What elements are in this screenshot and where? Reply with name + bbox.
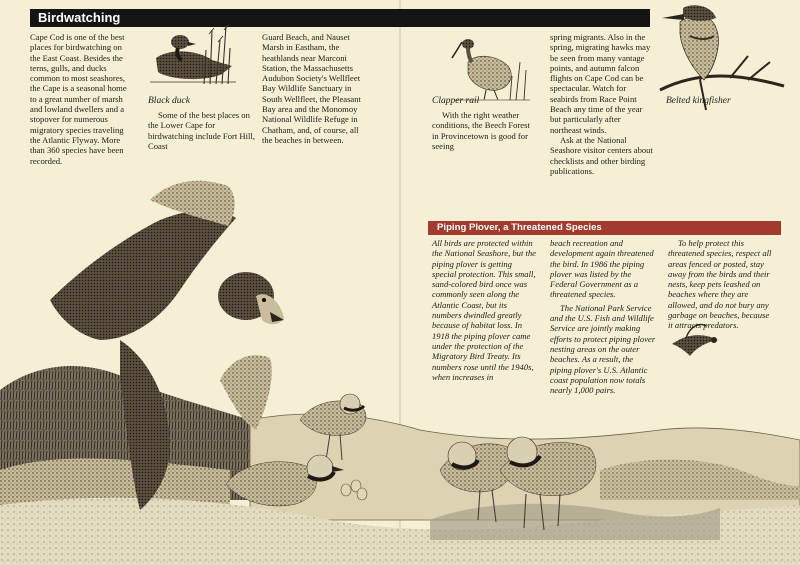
plover-column-3: To help protect this threatened species, respect all areas fenced or posted, stay away from the birds and their nests, keep pets leashed on beaches where they are allowed, and do not bury any garbage on beaches, because it attracts predators. bbox=[668, 238, 772, 331]
intro-column-5 bbox=[550, 32, 654, 176]
caption-clapper-rail: Clapper rail bbox=[432, 96, 480, 106]
caption-belted-kingfisher: Belted kingfisher bbox=[666, 96, 731, 106]
intro-column-5-para-1: spring migrants. Also in the spring, migrating hawks may be seen from many vantage points, and autumn falcon flights on Cape Cod can be spectacular. Watch for seabirds from Race Point Beach any time of the year but particularly after northeast winds. bbox=[550, 32, 651, 135]
black-duck-illustration bbox=[150, 24, 236, 84]
caption-black-duck: Black duck bbox=[148, 96, 190, 106]
plover-column-2-para-2: The National Park Service and the U.S. Fish and Wildlife Service are jointly making efforts to protect piping plover nesting areas on the outer beaches. As a result, the piping plover's U.S. Atlantic coast population now totals nearly 1,000 pairs. bbox=[550, 302, 656, 396]
section-title: Birdwatching bbox=[38, 10, 121, 25]
clapper-rail-illustration bbox=[452, 39, 530, 100]
intro-column-5-para-2: Ask at the National Seashore visitor centers about checklists and other birding publications. bbox=[550, 134, 653, 176]
intro-column-2: Some of the best places on the Lower Cape for birdwatching include Fort Hill, Coast bbox=[148, 110, 255, 151]
plover-column-2-para-1: beach recreation and development again threatened the bird. In 1986 the piping plover was listed by the Federal Government as a threatened species. bbox=[550, 238, 654, 300]
plover-column-2 bbox=[550, 238, 656, 395]
subsection-title: Piping Plover, a Threatened Species bbox=[437, 222, 602, 233]
intro-column-3: Guard Beach, and Nauset Marsh in Eastham, the heathlands near Marconi Station, the Massachusetts Audubon Society's Wellfleet Bay Wildlife Sanctuary in South Wellfleet, the Pleasant Bay area and the Monomoy National Wildlife Refuge in Chatham, and, of course, all the beaches in between. bbox=[262, 32, 361, 145]
intro-column-1: Cape Cod is one of the best places for birdwatching on the East Coast. Besides the terns, gulls, and ducks common to most seashores, the Cape is a seasonal home to a great number of marsh and lowland dwellers and a stopover for numerous migratory species traveling the Atlantic Flyway. More than 360 species have been recorded. bbox=[30, 32, 127, 166]
intro-column-4: With the right weather conditions, the Beech Forest in Provincetown is good for seeing bbox=[432, 110, 530, 151]
plover-column-1: All birds are protected within the National Seashore, but the piping plover is getting special protection. This small, sand-colored bird once was commonly seen along the Atlantic Coast, but its numbers dwindled greatly because of habitat loss. In 1918 the piping plover came under the protection of the Migratory Bird Treaty. Its numbers rose until the 1940s, when increases in bbox=[432, 238, 536, 382]
belted-kingfisher-illustration bbox=[660, 5, 784, 110]
